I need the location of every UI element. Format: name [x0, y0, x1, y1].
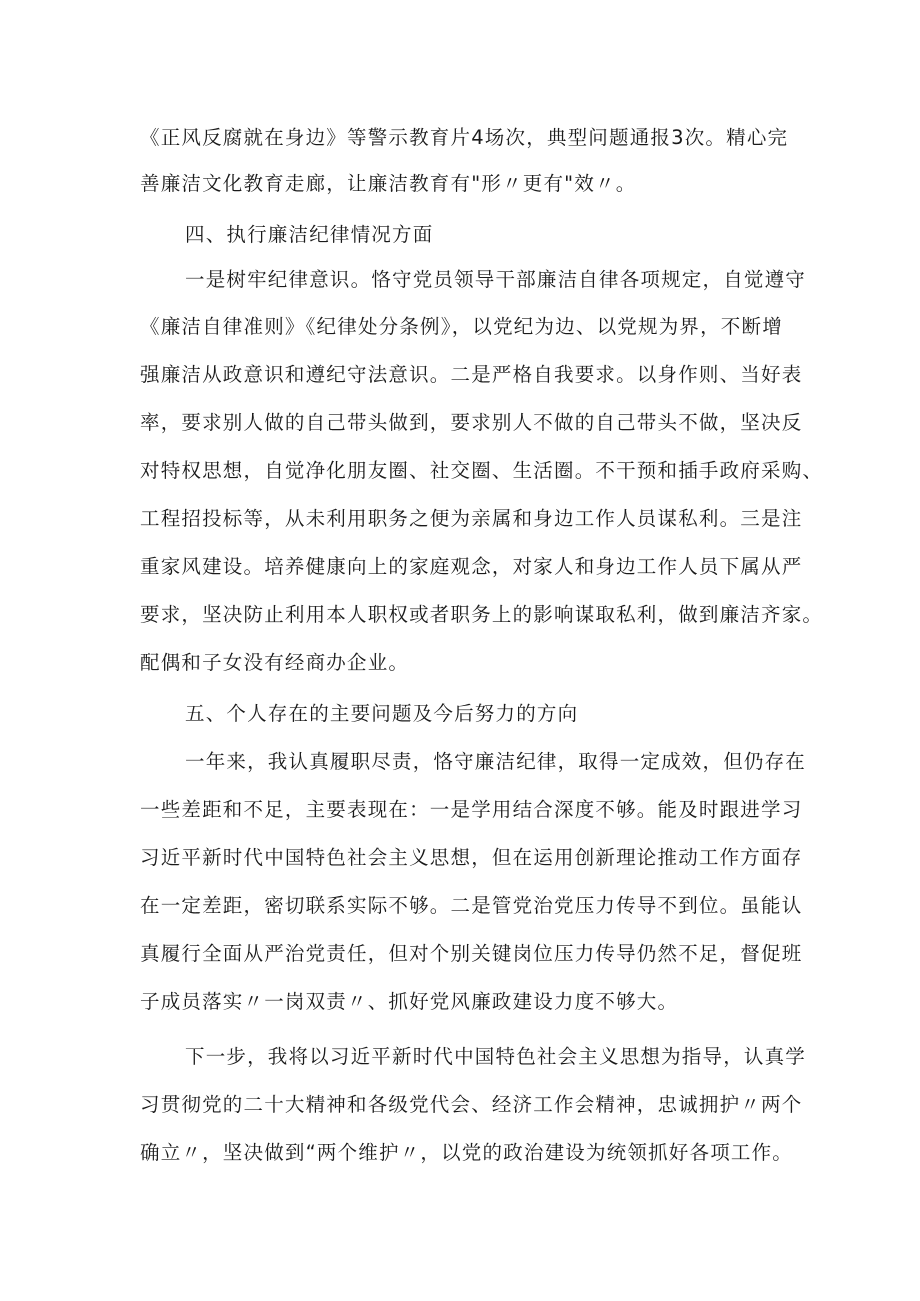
section-heading-5: 五、个人存在的主要问题及今后努力的方向 — [185, 702, 579, 725]
paragraph-line: 要求，坚决防止利用本人职权或者职务上的影响谋取私利，做到廉洁齐家。 — [140, 603, 824, 626]
paragraph-line: 重家风建设。培养健康向上的家庭观念，对家人和身边工作人员下属从严 — [140, 555, 803, 578]
paragraph-line: 一年来，我认真履职尽责，恪守廉洁纪律，取得一定成效，但仍存在 — [185, 750, 807, 773]
paragraph-line: 配偶和子女没有经商办企业。 — [140, 651, 410, 674]
paragraph-line: 《廉洁自律准则》《纪律处分条例》，以党纪为边、以党规为界，不断增 — [140, 315, 783, 338]
paragraph-line: 率，要求别人做的自己带头做到，要求别人不做的自己带头不做，坚决反 — [140, 411, 803, 434]
paragraph-line: 下一步，我将以习近平新时代中国特色社会主义思想为指导，认真学 — [185, 1045, 807, 1068]
paragraph-line: 习近平新时代中国特色社会主义思想，但在运用创新理论推动工作方面存 — [140, 846, 803, 869]
paragraph-line: 确立〃，坚决做到“两个维护〃，以党的政治建设为统领抓好各项工作。 — [140, 1141, 794, 1164]
paragraph-line: 子成员落实〃一岗双责〃、抓好党风廉政建设力度不够大。 — [140, 990, 679, 1013]
paragraph-line: 习贯彻党的二十大精神和各级党代会、经济工作会精神，忠诚拥护〃两个 — [140, 1093, 803, 1116]
paragraph-line: 善廉洁文化教育走廊，让廉洁教育有"形〃更有"效〃。 — [140, 172, 637, 195]
section-heading-4: 四、执行廉洁纪律情况方面 — [185, 223, 434, 246]
paragraph-line: 一是树牢纪律意识。恪守党员领导干部廉洁自律各项规定，自觉遵守 — [185, 268, 807, 291]
paragraph-line: 工程招投标等，从未利用职务之便为亲属和身边工作人员谋私利。三是注 — [140, 507, 803, 530]
paragraph-line: 《正风反腐就在身边》等警示教育片4场次，典型问题通报3次。精心完 — [140, 126, 789, 149]
paragraph-line: 在一定差距，密切联系实际不够。二是管党治党压力传导不到位。虽能认 — [140, 894, 803, 917]
paragraph-line: 一些差距和不足，主要表现在：一是学用结合深度不够。能及时跟进学习 — [140, 798, 803, 821]
paragraph-line: 强廉洁从政意识和遵纪守法意识。二是严格自我要求。以身作则、当好表 — [140, 363, 803, 386]
paragraph-line: 对特权思想，自觉净化朋友圈、社交圈、生活圈。不干预和插手政府采购、 — [140, 459, 824, 482]
paragraph-line: 真履行全面从严治党责任，但对个别关键岗位压力传导仍然不足，督促班 — [140, 942, 803, 965]
